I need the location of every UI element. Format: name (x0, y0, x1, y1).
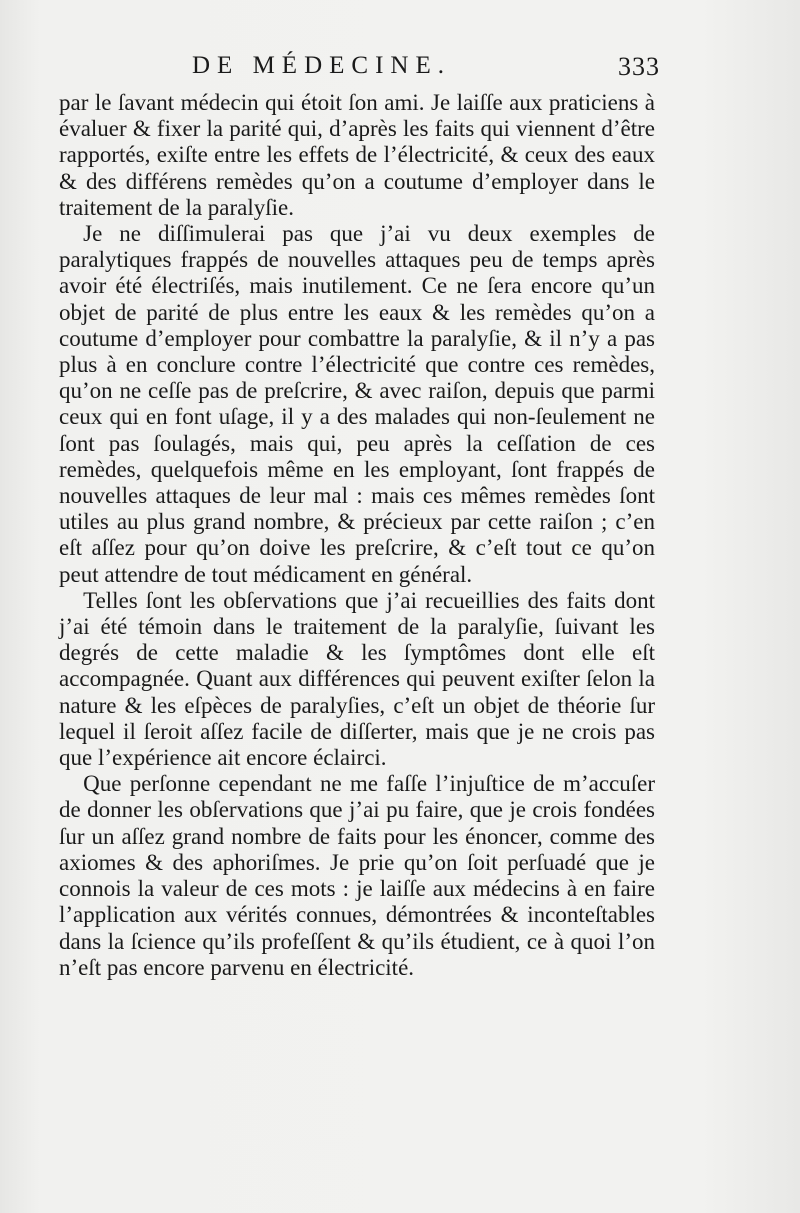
paragraph-2: Je ne diſſimulerai pas que j’ai vu deux exemples de paralytiques frappés de nouvelles attaques peu de temps après avoir été électriſés, mais inutilement. Ce ne ſera encore qu’un objet de parité de plus entre les eaux & les remèdes qu’on a coutume d’employer pour combattre la paralyſie, & il n’y a pas plus à en conclure contre l’électricité que contre ces remèdes, qu’on ne ceſſe pas de preſcrire, & avec raiſon, depuis que parmi ceux qui en font uſage, il y a des malades qui non-ſeulement ne ſont pas ſoulagés, mais qui, peu après la ceſſation de ces remèdes, quelquefois même en les employant, ſont frappés de nouvelles attaques de leur mal : mais ces mêmes remèdes ſont utiles au plus grand nombre, & précieux par cette raiſon ; c’en eſt aſſez pour qu’on doive les preſcrire, & c’eſt tout ce qu’on peut attendre de tout médicament en général. (59, 221, 655, 587)
paragraph-4: Que perſonne cependant ne me faſſe l’injuſtice de m’accuſer de donner les obſervations que j’ai pu faire, que je crois fondées ſur un aſſez grand nombre de faits pour les énoncer, comme des axiomes & des aphoriſmes. Je prie qu’on ſoit perſuadé que je connois la valeur de ces mots : je laiſſe aux médecins à en faire l’application aux vérités connues, démontrées & inconteſtables dans la ſcience qu’ils profeſſent & qu’ils étudient, ce à quoi l’on n’eſt pas encore parvenu en électricité. (59, 771, 655, 980)
paragraph-1: par le ſavant médecin qui étoit ſon ami. Je laiſſe aux praticiens à évaluer & fixer la parité qui, d’après les faits qui viennent d’être rapportés, exiſte entre les effets de l’électricité, & ceux des eaux & des différens remèdes qu’on a coutume d’employer dans le traitement de la paralyſie. (59, 90, 655, 220)
body-text (59, 90, 655, 981)
paragraph-3: Telles ſont les obſervations que j’ai recueillies des faits dont j’ai été témoin dans le traitement de la paralyſie, ſuivant les degrés de cette maladie & les ſymptômes dont elle eſt accompagnée. Quant aux différences qui peuvent exiſter ſelon la nature & les eſpèces de paralyſies, c’eſt un objet de théorie ſur lequel il ſeroit aſſez facile de diſſerter, mais que je ne crois pas que l’expérience ait encore éclairci. (59, 587, 655, 771)
page-header (60, 52, 660, 92)
page-number: 333 (618, 52, 660, 81)
running-head: DE MÉDECINE. (192, 52, 451, 79)
